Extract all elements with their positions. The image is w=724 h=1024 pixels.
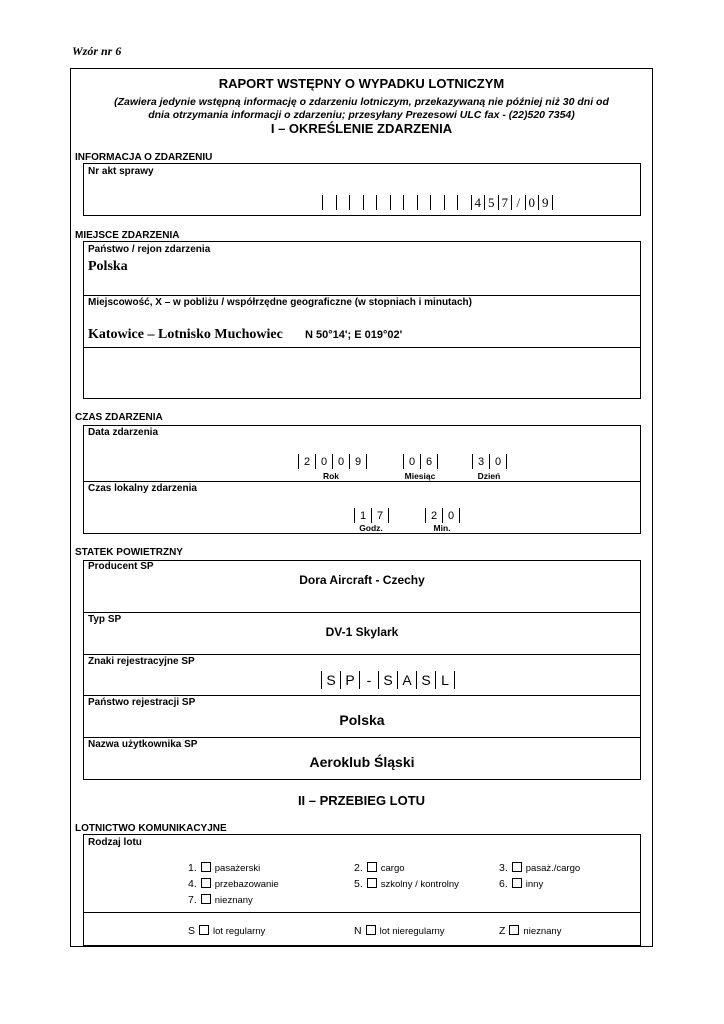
- digit-cell: 9: [538, 195, 553, 210]
- registration-field[interactable]: [321, 671, 455, 689]
- option-passenger-cargo[interactable]: [499, 862, 580, 874]
- option-label: pasażerski: [214, 863, 261, 874]
- digit-cell: 0: [332, 454, 349, 469]
- reg-cell: -: [359, 671, 378, 689]
- hour-caption: Godz.: [359, 523, 383, 533]
- flight-heading: LOTNICTWO KOMUNIKACYJNE: [75, 823, 227, 834]
- option-irregular[interactable]: [354, 925, 445, 937]
- checkbox[interactable]: [509, 925, 519, 935]
- digit-cell: 9: [349, 454, 367, 469]
- coordinates-value[interactable]: N 50°14'; E 019°02': [305, 329, 403, 341]
- date-label: Data zdarzenia: [88, 427, 159, 438]
- digit-cell: 2: [298, 454, 315, 469]
- minute-field[interactable]: [425, 508, 460, 523]
- flight-box: [83, 834, 641, 946]
- digit-cell: 0: [403, 454, 420, 469]
- location-value[interactable]: Katowice – Lotnisko Muchowiec: [88, 327, 283, 342]
- year-caption: Rok: [322, 471, 340, 481]
- option-number: 6.: [499, 878, 508, 890]
- checkbox[interactable]: [201, 878, 211, 888]
- form-number-label: Wzór nr 6: [72, 44, 122, 58]
- checkbox[interactable]: [367, 862, 377, 872]
- digit-cell: 0: [489, 454, 507, 469]
- digit-cell: [403, 195, 417, 210]
- producer-value[interactable]: Dora Aircraft - Czechy: [299, 573, 425, 587]
- option-label: pasaż./cargo: [525, 863, 581, 874]
- option-label: nieznany: [214, 895, 253, 906]
- digit-cell: [444, 195, 458, 210]
- country-value[interactable]: Polska: [88, 259, 128, 274]
- section-1-title: I – OKREŚLENIE ZDARZENIA: [270, 121, 453, 136]
- option-number: 4.: [188, 878, 197, 890]
- aircraft-box: [83, 560, 641, 780]
- local-time-label: Czas lokalny zdarzenia: [88, 483, 197, 494]
- option-number: 2.: [354, 862, 363, 874]
- digit-cell: [349, 195, 363, 210]
- digit-cell: [417, 195, 431, 210]
- reg-cell: P: [340, 671, 359, 689]
- checkbox[interactable]: [512, 862, 522, 872]
- divider: [84, 481, 640, 482]
- option-other[interactable]: [499, 878, 543, 890]
- option-number: Z: [499, 925, 506, 937]
- aircraft-heading: STATEK POWIETRZNY: [75, 547, 183, 558]
- year-field[interactable]: [298, 454, 367, 469]
- case-number-box: [83, 163, 641, 216]
- option-number: 5.: [354, 878, 363, 890]
- digit-cell: 6: [420, 454, 438, 469]
- option-unknown[interactable]: [188, 894, 253, 906]
- option-number: 7.: [188, 894, 197, 906]
- reg-country-value[interactable]: Polska: [339, 712, 385, 728]
- month-field[interactable]: [403, 454, 438, 469]
- checkbox[interactable]: [512, 878, 522, 888]
- digit-cell: 7: [371, 508, 389, 523]
- divider: [84, 654, 640, 655]
- option-number: 1.: [188, 862, 197, 874]
- digit-cell: 0: [525, 195, 539, 210]
- subtitle-line-1: (Zawiera jedynie wstępną informację o zdarzeniu lotniczym, przekazywaną nie później niż 30 dni od: [114, 96, 609, 108]
- digit-cell: 5: [484, 195, 498, 210]
- digit-cell: [430, 195, 444, 210]
- digit-cell: 1: [354, 508, 371, 523]
- month-caption: Miesiąc: [404, 471, 436, 481]
- checkbox[interactable]: [366, 925, 376, 935]
- place-heading: MIEJSCE ZDARZENIA: [75, 230, 180, 241]
- reg-cell: L: [435, 671, 455, 689]
- hour-field[interactable]: [354, 508, 389, 523]
- option-number: 3.: [499, 862, 508, 874]
- checkbox[interactable]: [199, 925, 209, 935]
- reg-cell: A: [397, 671, 416, 689]
- reg-cell: S: [321, 671, 340, 689]
- checkbox[interactable]: [201, 862, 211, 872]
- digit-cell: [376, 195, 390, 210]
- digit-cell: [363, 195, 377, 210]
- type-label: Typ SP: [88, 614, 122, 625]
- option-regularity-unknown[interactable]: [499, 925, 561, 937]
- subtitle-line-2: dnia otrzymania informacji o zdarzeniu; przesyłany Prezesowi ULC fax - (22)520 7354): [148, 109, 575, 121]
- case-number-label: Nr akt sprawy: [88, 166, 154, 177]
- option-label: cargo: [380, 863, 405, 874]
- option-label: lot nieregularny: [379, 926, 445, 937]
- digit-cell: /: [511, 195, 525, 210]
- divider: [84, 295, 640, 296]
- divider: [84, 612, 640, 613]
- reg-cell: S: [378, 671, 397, 689]
- flight-kind-label: Rodzaj lotu: [88, 837, 142, 848]
- option-label: szkolny / kontrolny: [380, 879, 459, 890]
- option-label: inny: [525, 879, 544, 890]
- reg-country-label: Państwo rejestracji SP: [88, 697, 196, 708]
- section-2-title: II – PRZEBIEG LOTU: [297, 793, 426, 808]
- digit-cell: [390, 195, 404, 210]
- time-box: [83, 425, 641, 534]
- option-number: N: [354, 925, 362, 937]
- digit-cell: 0: [315, 454, 332, 469]
- place-box: [83, 241, 641, 399]
- option-training[interactable]: [354, 878, 459, 890]
- option-label: lot regularny: [213, 926, 266, 937]
- digit-cell: [336, 195, 350, 210]
- day-field[interactable]: [472, 454, 507, 469]
- option-cargo[interactable]: [354, 862, 405, 874]
- checkbox[interactable]: [367, 878, 377, 888]
- info-heading: INFORMACJA O ZDARZENIU: [75, 152, 213, 163]
- divider: [84, 737, 640, 738]
- operator-value[interactable]: Aeroklub Śląski: [309, 754, 415, 770]
- digit-cell: 3: [472, 454, 489, 469]
- report-title: RAPORT WSTĘPNY O WYPADKU LOTNICZYM: [218, 76, 505, 91]
- digit-cell: [322, 195, 336, 210]
- option-regular[interactable]: [188, 925, 265, 937]
- digit-cell: 7: [498, 195, 512, 210]
- option-label: przebazowanie: [214, 879, 279, 890]
- country-label: Państwo / rejon zdarzenia: [88, 244, 211, 255]
- option-number: S: [188, 925, 196, 937]
- digit-cell: [457, 195, 471, 210]
- digit-cell: 2: [425, 508, 442, 523]
- digit-cell: 4: [471, 195, 485, 210]
- minute-caption: Min.: [433, 523, 451, 533]
- case-number-field[interactable]: [322, 195, 553, 210]
- type-value[interactable]: DV-1 Skylark: [325, 625, 399, 639]
- option-label: nieznany: [523, 926, 562, 937]
- reg-cell: S: [416, 671, 435, 689]
- report-subtitle: [70, 96, 653, 122]
- digit-cell: 0: [442, 508, 460, 523]
- divider: [84, 347, 640, 348]
- divider: [84, 695, 640, 696]
- operator-label: Nazwa użytkownika SP: [88, 739, 198, 750]
- producer-label: Producent SP: [88, 561, 154, 572]
- checkbox[interactable]: [201, 894, 211, 904]
- divider: [84, 912, 640, 913]
- day-caption: Dzień: [477, 471, 501, 481]
- option-passenger[interactable]: [188, 862, 260, 874]
- option-ferry[interactable]: [188, 878, 279, 890]
- location-label: Miejscowość, X – w pobliżu / współrzędne geograficzne (w stopniach i minutach): [88, 297, 472, 308]
- time-heading: CZAS ZDARZENIA: [75, 412, 163, 423]
- registration-label: Znaki rejestracyjne SP: [88, 656, 195, 667]
